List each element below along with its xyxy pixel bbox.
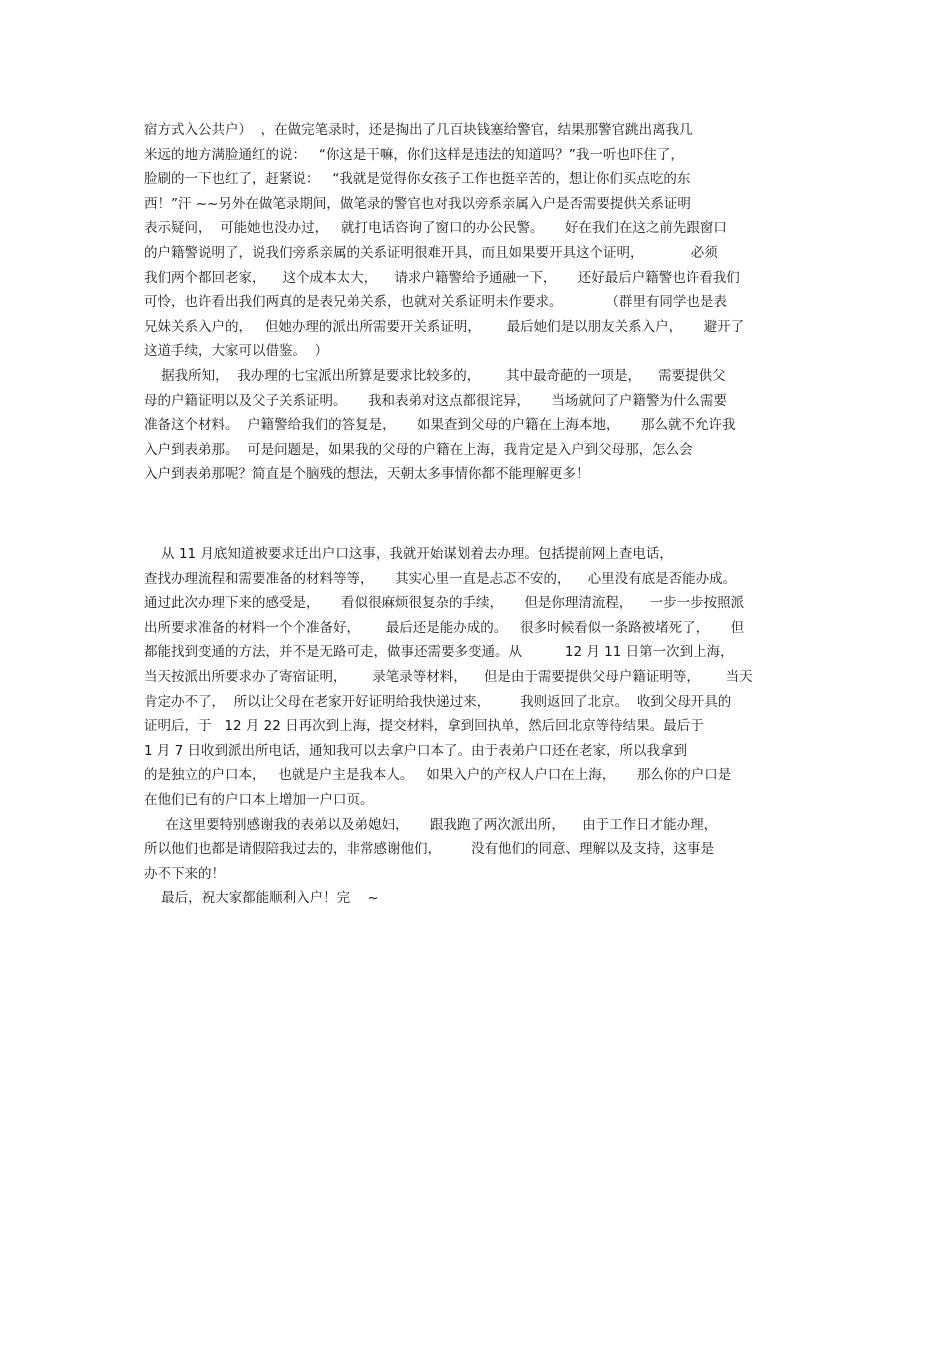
text-section-process-summary: [144, 542, 814, 911]
text-line: 查找办理流程和需要准备的材料等等， 其实心里一直是忐忑不安的， 心里没有底是否能办成。: [144, 570, 737, 587]
text-line: 母的户籍证明以及父子关系证明。 我和表弟对这点都很诧异， 当场就问了户籍警为什么需要: [144, 392, 727, 409]
text-line: 出所要求准备的材料一个个准备好， 最后还是能办成的。 很多时候看似一条路被堵死了， 但: [144, 619, 745, 636]
text-line: 都能找到变通的方法，并不是无路可走，做事还需要多变通。从 12 月 11 日第一次到上海，: [144, 644, 734, 661]
text-line: 表示疑问， 可能她也没办过， 就打电话咨询了窗口的办公民警。 好在我们在这之前先跟窗口: [144, 220, 727, 237]
text-line: 宿方式入公共户） ，在做完笔录时，还是掏出了几百块钱塞给警官，结果那警官跳出离我几: [144, 122, 693, 138]
text-line: 入户到表弟那。 可是问题是，如果我的父母的户籍在上海，我肯定是入户到父母那，怎么会: [144, 441, 693, 458]
text-line: 可怜，也许看出我们两真的是表兄弟关系，也就对关系证明未作要求。 （群里有同学也是表: [144, 294, 727, 311]
text-line: 所以他们也都是请假陪我过去的，非常感谢他们， 没有他们的同意、理解以及支持，这事是: [144, 841, 715, 858]
text-line: 据我所知， 我办理的七宝派出所算是要求比较多的， 其中最奇葩的一项是， 需要提供父: [144, 367, 726, 384]
text-line: 在这里要特别感谢我的表弟以及弟媳妇， 跟我跑了两次派出所， 由于工作日才能办理，: [144, 816, 718, 833]
text-line: 办不下来的！: [144, 865, 225, 882]
text-line: 的户籍警说明了，说我们旁系亲属的关系证明很难开具，而且如果要开具这个证明， 必须: [144, 244, 718, 261]
text-line: 从 11 月底知道被要求迁出户口这事，我就开始谋划着去办理。包括提前网上查电话，: [144, 546, 673, 562]
text-line: 脸刷的一下也红了，赶紧说： “我就是觉得你女孩子工作也挺辛苦的，想让你们买点吃的东: [144, 171, 691, 188]
text-line: 在他们已有的户口本上增加一户口页。: [144, 791, 374, 808]
text-line: 西！”汗 ~~另外在做笔录期间，做笔录的警官也对我以旁系亲属入户是否需要提供关系证明: [144, 195, 691, 212]
text-line: 证明后，于 12 月 22 日再次到上海，提交材料，拿到回执单，然后回北京等待结果。最后于: [144, 718, 704, 735]
text-line: 肯定办不了， 所以让父母在老家开好证明给我快递过来， 我则返回了北京。 收到父母开具的: [144, 693, 732, 710]
text-line: 当天按派出所要求办了寄宿证明， 录笔录等材料， 但是由于需要提供父母户籍证明等， 当天: [144, 668, 753, 685]
text-line: 准备这个材料。 户籍警给我们的答复是， 如果查到父母的户籍在上海本地， 那么就不允许我: [144, 417, 736, 434]
text-line: 最后，祝大家都能顺利入户！完 ~: [144, 890, 379, 907]
text-line: 通过此次办理下来的感受是， 看似很麻烦很复杂的手续， 但是你理清流程， 一步一步按照派: [144, 595, 745, 612]
text-line: 兄妹关系入户的， 但她办理的派出所需要开关系证明， 最后她们是以朋友关系入户， 避开了: [144, 318, 745, 335]
text-line: 这道手续，大家可以借鉴。 ）: [144, 343, 329, 360]
text-line: 1 月 7 日收到派出所电话，通知我可以去拿户口本了。由于表弟户口还在老家，所以我拿到: [144, 742, 688, 759]
text-line: 的是独立的户口本， 也就是户主是我本人。 如果入户的产权人户口在上海， 那么你的户口是: [144, 767, 732, 784]
text-section-police-record: [144, 118, 814, 487]
text-line: 入户到表弟那呢？简直是个脑残的想法，天朝太多事情你都不能理解更多！: [144, 466, 590, 483]
text-line: 我们两个都回老家， 这个成本太大， 请求户籍警给予通融一下， 还好最后户籍警也许看我们: [144, 269, 740, 286]
text-line: 米远的地方满脸通红的说： “你这是干嘛，你们这样是违法的知道吗？”我一听也吓住了，: [144, 146, 684, 163]
